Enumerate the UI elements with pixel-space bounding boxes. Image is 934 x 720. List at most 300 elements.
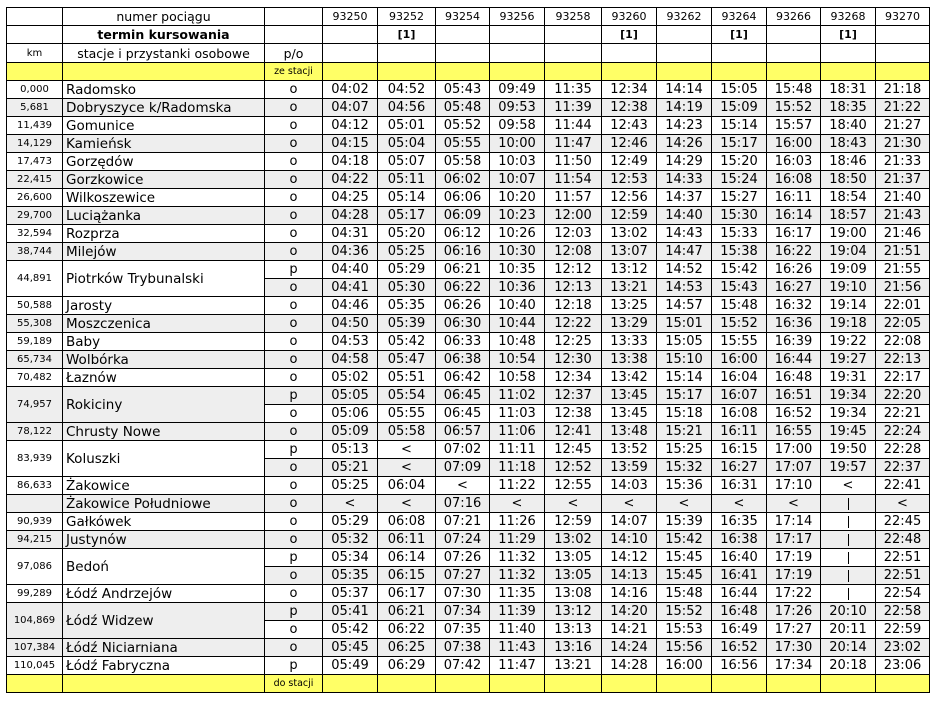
departure-time: 04:18 [323,153,378,171]
departure-time: 05:21 [323,459,378,477]
departure-time: 16:00 [657,657,712,675]
departure-time: 06:22 [436,279,490,297]
departure-time: 06:25 [378,639,436,657]
departure-time: 15:52 [712,315,767,333]
station-km: 14,129 [7,135,63,153]
departure-time: 06:45 [436,387,490,405]
station-km: 97,086 [7,549,63,585]
departure-time: 16:52 [712,639,767,657]
departure-time: 15:21 [657,423,712,441]
departure-time: 15:17 [657,387,712,405]
departure-time: 14:53 [657,279,712,297]
departure-time: 14:13 [602,567,657,585]
empty-cell [265,26,323,44]
departure-time: 19:04 [821,243,876,261]
departure-time: 16:52 [767,405,821,423]
departure-time: 21:40 [876,189,930,207]
departure-time: 22:51 [876,567,930,585]
departure-time: 16:49 [712,621,767,639]
arrival-departure-flag: o [265,171,323,189]
departure-time: 04:25 [323,189,378,207]
departure-time: 15:36 [657,477,712,495]
departure-time: 19:27 [821,351,876,369]
departure-time: < [490,495,545,513]
departure-time: 07:27 [436,567,490,585]
departure-time: 19:00 [821,225,876,243]
departure-time: 12:37 [545,387,602,405]
departure-time: 12:59 [545,513,602,531]
departure-time: 15:05 [657,333,712,351]
departure-time: 13:45 [602,405,657,423]
departure-time: 19:09 [821,261,876,279]
departure-time: 06:21 [436,261,490,279]
arrival-departure-flag: o [265,531,323,549]
station-name: Rozprza [63,225,265,243]
departure-time: 05:32 [323,531,378,549]
departure-time: 15:45 [657,567,712,585]
station-name: Gomunice [63,117,265,135]
departure-time: 04:53 [323,333,378,351]
station-km: 11,439 [7,117,63,135]
departure-time: 05:17 [378,207,436,225]
departure-time: 21:43 [876,207,930,225]
departure-time: 15:56 [657,639,712,657]
to-station-label: do stacji [265,675,323,693]
arrival-departure-flag: o [265,207,323,225]
departure-time: 20:14 [821,639,876,657]
empty-cell [7,675,63,693]
departure-time: 21:37 [876,171,930,189]
departure-time: 05:52 [436,117,490,135]
arrival-departure-flag: o [265,351,323,369]
departure-time: 04:46 [323,297,378,315]
departure-time: 16:38 [712,531,767,549]
departure-time: 04:36 [323,243,378,261]
departure-time: 15:14 [712,117,767,135]
departure-time: 13:38 [602,351,657,369]
departure-time: 06:09 [436,207,490,225]
departure-time: 15:45 [657,549,712,567]
departure-time: 05:35 [378,297,436,315]
departure-time: 07:34 [436,603,490,621]
departure-time: 05:47 [378,351,436,369]
arrival-departure-flag: o [265,333,323,351]
departure-time: 06:08 [378,513,436,531]
station-name: Łódź Widzew [63,603,265,639]
departure-time: 19:18 [821,315,876,333]
train-number: 93258 [545,8,602,26]
arrival-departure-flag: o [265,189,323,207]
station-km: 38,744 [7,243,63,261]
departure-time: 10:40 [490,297,545,315]
departure-time: 12:55 [545,477,602,495]
train-number: 93254 [436,8,490,26]
departure-time: 05:13 [323,441,378,459]
departure-time: 22:51 [876,549,930,567]
departure-time: 19:34 [821,387,876,405]
empty-cell [63,63,265,81]
po-label: p/o [265,44,323,63]
departure-time: 22:58 [876,603,930,621]
pass-through-bar [848,588,849,600]
schedule-term [490,26,545,44]
departure-time: 13:16 [545,639,602,657]
departure-time: 12:52 [545,459,602,477]
departure-time: 21:22 [876,99,930,117]
departure-time: 05:45 [323,639,378,657]
departure-time: 18:54 [821,189,876,207]
station-name: Łódź Niciarniana [63,639,265,657]
departure-time: 13:12 [545,603,602,621]
departure-time: 15:20 [712,153,767,171]
empty-cell [378,675,436,693]
departure-time: 09:58 [490,117,545,135]
station-name: Dobryszyce k/Radomska [63,99,265,117]
empty-cell [545,44,602,63]
departure-time: 16:11 [712,423,767,441]
arrival-departure-flag: o [265,459,323,477]
departure-time: 13:13 [545,621,602,639]
station-row [7,369,930,387]
station-name: Radomsko [63,81,265,99]
departure-time: 11:39 [490,603,545,621]
departure-time: 13:21 [545,657,602,675]
departure-time: 06:29 [378,657,436,675]
departure-time: 17:30 [767,639,821,657]
empty-cell [712,63,767,81]
departure-time: 06:16 [436,243,490,261]
departure-time: 23:06 [876,657,930,675]
empty-cell [657,675,712,693]
station-km: 94,215 [7,531,63,549]
empty-cell [876,63,930,81]
departure-time: 05:55 [436,135,490,153]
departure-time: 07:24 [436,531,490,549]
station-name: Piotrków Trybunalski [63,261,265,297]
departure-time: 16:04 [712,369,767,387]
departure-time: 18:43 [821,135,876,153]
station-row [7,225,930,243]
departure-time: < [602,495,657,513]
pass-through-bar [848,570,849,582]
departure-time: 12:38 [602,99,657,117]
empty-cell [712,44,767,63]
departure-time: 16:39 [767,333,821,351]
departure-time: 22:45 [876,513,930,531]
station-km: 110,045 [7,657,63,675]
departure-time: < [378,459,436,477]
departure-time: < [436,477,490,495]
departure-time: 05:49 [323,657,378,675]
departure-time: 17:26 [767,603,821,621]
departure-time: 06:15 [378,567,436,585]
station-km: 44,891 [7,261,63,297]
departure-time: 13:02 [545,531,602,549]
arrival-departure-flag: o [265,585,323,603]
departure-time: 07:21 [436,513,490,531]
station-km: 55,308 [7,315,63,333]
departure-time: 05:06 [323,405,378,423]
departure-time: 05:29 [378,261,436,279]
departure-time: 05:41 [323,603,378,621]
arrival-departure-flag: o [265,639,323,657]
station-row [7,297,930,315]
departure-time: 12:30 [545,351,602,369]
departure-time: 15:57 [767,117,821,135]
empty-cell [490,675,545,693]
station-name: Moszczenica [63,315,265,333]
station-row [7,171,930,189]
station-name: Kamieńsk [63,135,265,153]
departure-time: 11:29 [490,531,545,549]
departure-time: 14:03 [602,477,657,495]
departure-time: 07:38 [436,639,490,657]
train-number: 93262 [657,8,712,26]
arrival-departure-flag: o [265,495,323,513]
km-label: km [7,44,63,63]
arrival-departure-flag: p [265,603,323,621]
departure-time: 19:31 [821,369,876,387]
departure-time: 17:17 [767,531,821,549]
empty-cell [378,44,436,63]
departure-time: 06:06 [436,189,490,207]
departure-time: 14:23 [657,117,712,135]
departure-time: 05:09 [323,423,378,441]
departure-time: 15:42 [657,531,712,549]
station-row [7,315,930,333]
station-km [7,495,63,513]
departure-time: 22:28 [876,441,930,459]
departure-time: 22:54 [876,585,930,603]
empty-cell [265,8,323,26]
schedule-term: [1] [602,26,657,44]
departure-time: 19:34 [821,405,876,423]
departure-time: 12:49 [602,153,657,171]
train-number-label: numer pociągu [63,8,265,26]
departure-time: 16:40 [712,549,767,567]
arrival-departure-flag: o [265,621,323,639]
departure-time: 20:11 [821,621,876,639]
departure-time: 21:56 [876,279,930,297]
arrival-departure-flag: o [265,315,323,333]
departure-time: 12:25 [545,333,602,351]
departure-time: 21:46 [876,225,930,243]
departure-time: 22:48 [876,531,930,549]
departure-time: 16:08 [712,405,767,423]
departure-time: 05:34 [323,549,378,567]
departure-time: 14:20 [602,603,657,621]
departure-time: 10:58 [490,369,545,387]
departure-time: 13:12 [602,261,657,279]
departure-time: 12:34 [602,81,657,99]
station-row [7,657,930,675]
station-name: Żakowice Południowe [63,495,265,513]
departure-time: 11:26 [490,513,545,531]
departure-time: 12:46 [602,135,657,153]
departure-time: 11:50 [545,153,602,171]
station-km: 78,122 [7,423,63,441]
departure-time: 18:46 [821,153,876,171]
pass-through-marker [821,531,876,549]
departure-time: 11:11 [490,441,545,459]
empty-cell [602,44,657,63]
train-number: 93260 [602,8,657,26]
departure-time: 07:16 [436,495,490,513]
departure-time: 15:25 [657,441,712,459]
empty-cell [545,63,602,81]
station-name: Luciążanka [63,207,265,225]
station-row [7,513,930,531]
departure-time: 20:18 [821,657,876,675]
station-row [7,477,930,495]
departure-time: 12:38 [545,405,602,423]
departure-time: 06:17 [378,585,436,603]
departure-time: 14:21 [602,621,657,639]
departure-time: 16:44 [712,585,767,603]
departure-time: 06:38 [436,351,490,369]
departure-time: 07:30 [436,585,490,603]
departure-time: 15:24 [712,171,767,189]
departure-time: 06:04 [378,477,436,495]
station-name: Bedoń [63,549,265,585]
departure-time: 16:14 [767,207,821,225]
departure-time: 14:26 [657,135,712,153]
departure-time: 15:27 [712,189,767,207]
departure-time: 12:56 [602,189,657,207]
departure-time: 12:22 [545,315,602,333]
from-station-row [7,63,930,81]
station-name: Wilkoszewice [63,189,265,207]
departure-time: 13:48 [602,423,657,441]
departure-time: 11:47 [490,657,545,675]
station-km: 86,633 [7,477,63,495]
departure-time: 13:52 [602,441,657,459]
departure-time: 15:55 [712,333,767,351]
departure-time: < [767,495,821,513]
departure-time: 10:03 [490,153,545,171]
departure-time: 14:29 [657,153,712,171]
station-name: Justynów [63,531,265,549]
arrival-departure-flag: o [265,567,323,585]
departure-time: 14:14 [657,81,712,99]
schedule-term [545,26,602,44]
departure-time: 22:21 [876,405,930,423]
station-km: 59,189 [7,333,63,351]
station-row [7,639,930,657]
departure-time: 05:04 [378,135,436,153]
departure-time: 06:02 [436,171,490,189]
pass-through-bar [848,552,849,564]
schedule-term: [1] [378,26,436,44]
departure-time: 21:33 [876,153,930,171]
departure-time: 11:18 [490,459,545,477]
timetable-page [6,7,929,713]
departure-time: 17:27 [767,621,821,639]
station-km: 70,482 [7,369,63,387]
departure-time: 05:11 [378,171,436,189]
departure-time: 13:05 [545,567,602,585]
schedule-term [767,26,821,44]
departure-time: 18:31 [821,81,876,99]
departure-time: 18:35 [821,99,876,117]
schedule-term-row [7,26,930,44]
pass-through-marker [821,585,876,603]
empty-cell [323,63,378,81]
departure-time: 16:55 [767,423,821,441]
departure-time: 15:01 [657,315,712,333]
departure-time: < [378,495,436,513]
departure-time: 14:07 [602,513,657,531]
departure-time: 16:32 [767,297,821,315]
train-number: 93266 [767,8,821,26]
departure-time: 05:05 [323,387,378,405]
station-name: Gorzędów [63,153,265,171]
departure-time: 16:27 [767,279,821,297]
departure-time: 11:40 [490,621,545,639]
station-name: Żakowice [63,477,265,495]
arrival-departure-flag: o [265,243,323,261]
departure-time: 12:18 [545,297,602,315]
station-row [7,243,930,261]
departure-time: 12:41 [545,423,602,441]
train-number: 93250 [323,8,378,26]
departure-time: < [876,495,930,513]
departure-time: 19:14 [821,297,876,315]
departure-time: 12:13 [545,279,602,297]
station-km: 5,681 [7,99,63,117]
departure-time: 21:51 [876,243,930,261]
departure-time: 16:48 [767,369,821,387]
departure-time: 16:27 [712,459,767,477]
departure-time: 12:12 [545,261,602,279]
departure-time: 15:48 [712,297,767,315]
arrival-departure-flag: o [265,369,323,387]
pass-through-bar [848,516,849,528]
departure-time: 14:16 [602,585,657,603]
departure-time: 04:52 [378,81,436,99]
departure-time: < [378,441,436,459]
departure-time: 17:07 [767,459,821,477]
departure-time: 14:28 [602,657,657,675]
departure-time: 16:35 [712,513,767,531]
departure-time: 19:10 [821,279,876,297]
schedule-term [436,26,490,44]
departure-time: 15:17 [712,135,767,153]
departure-time: 22:01 [876,297,930,315]
departure-time: 05:42 [378,333,436,351]
departure-time: 12:59 [602,207,657,225]
departure-time: 21:18 [876,81,930,99]
empty-cell [876,675,930,693]
departure-time: 11:57 [545,189,602,207]
station-km: 26,600 [7,189,63,207]
station-row [7,549,930,567]
departure-time: 12:08 [545,243,602,261]
schedule-term: [1] [712,26,767,44]
departure-time: 16:26 [767,261,821,279]
departure-time: 14:57 [657,297,712,315]
arrival-departure-flag: p [265,387,323,405]
train-number: 93252 [378,8,436,26]
departure-time: 14:52 [657,261,712,279]
departure-time: 22:37 [876,459,930,477]
empty-cell [712,675,767,693]
departure-time: 20:10 [821,603,876,621]
departure-time: 17:10 [767,477,821,495]
departure-time: 18:40 [821,117,876,135]
departure-time: 05:55 [378,405,436,423]
departure-time: 10:48 [490,333,545,351]
